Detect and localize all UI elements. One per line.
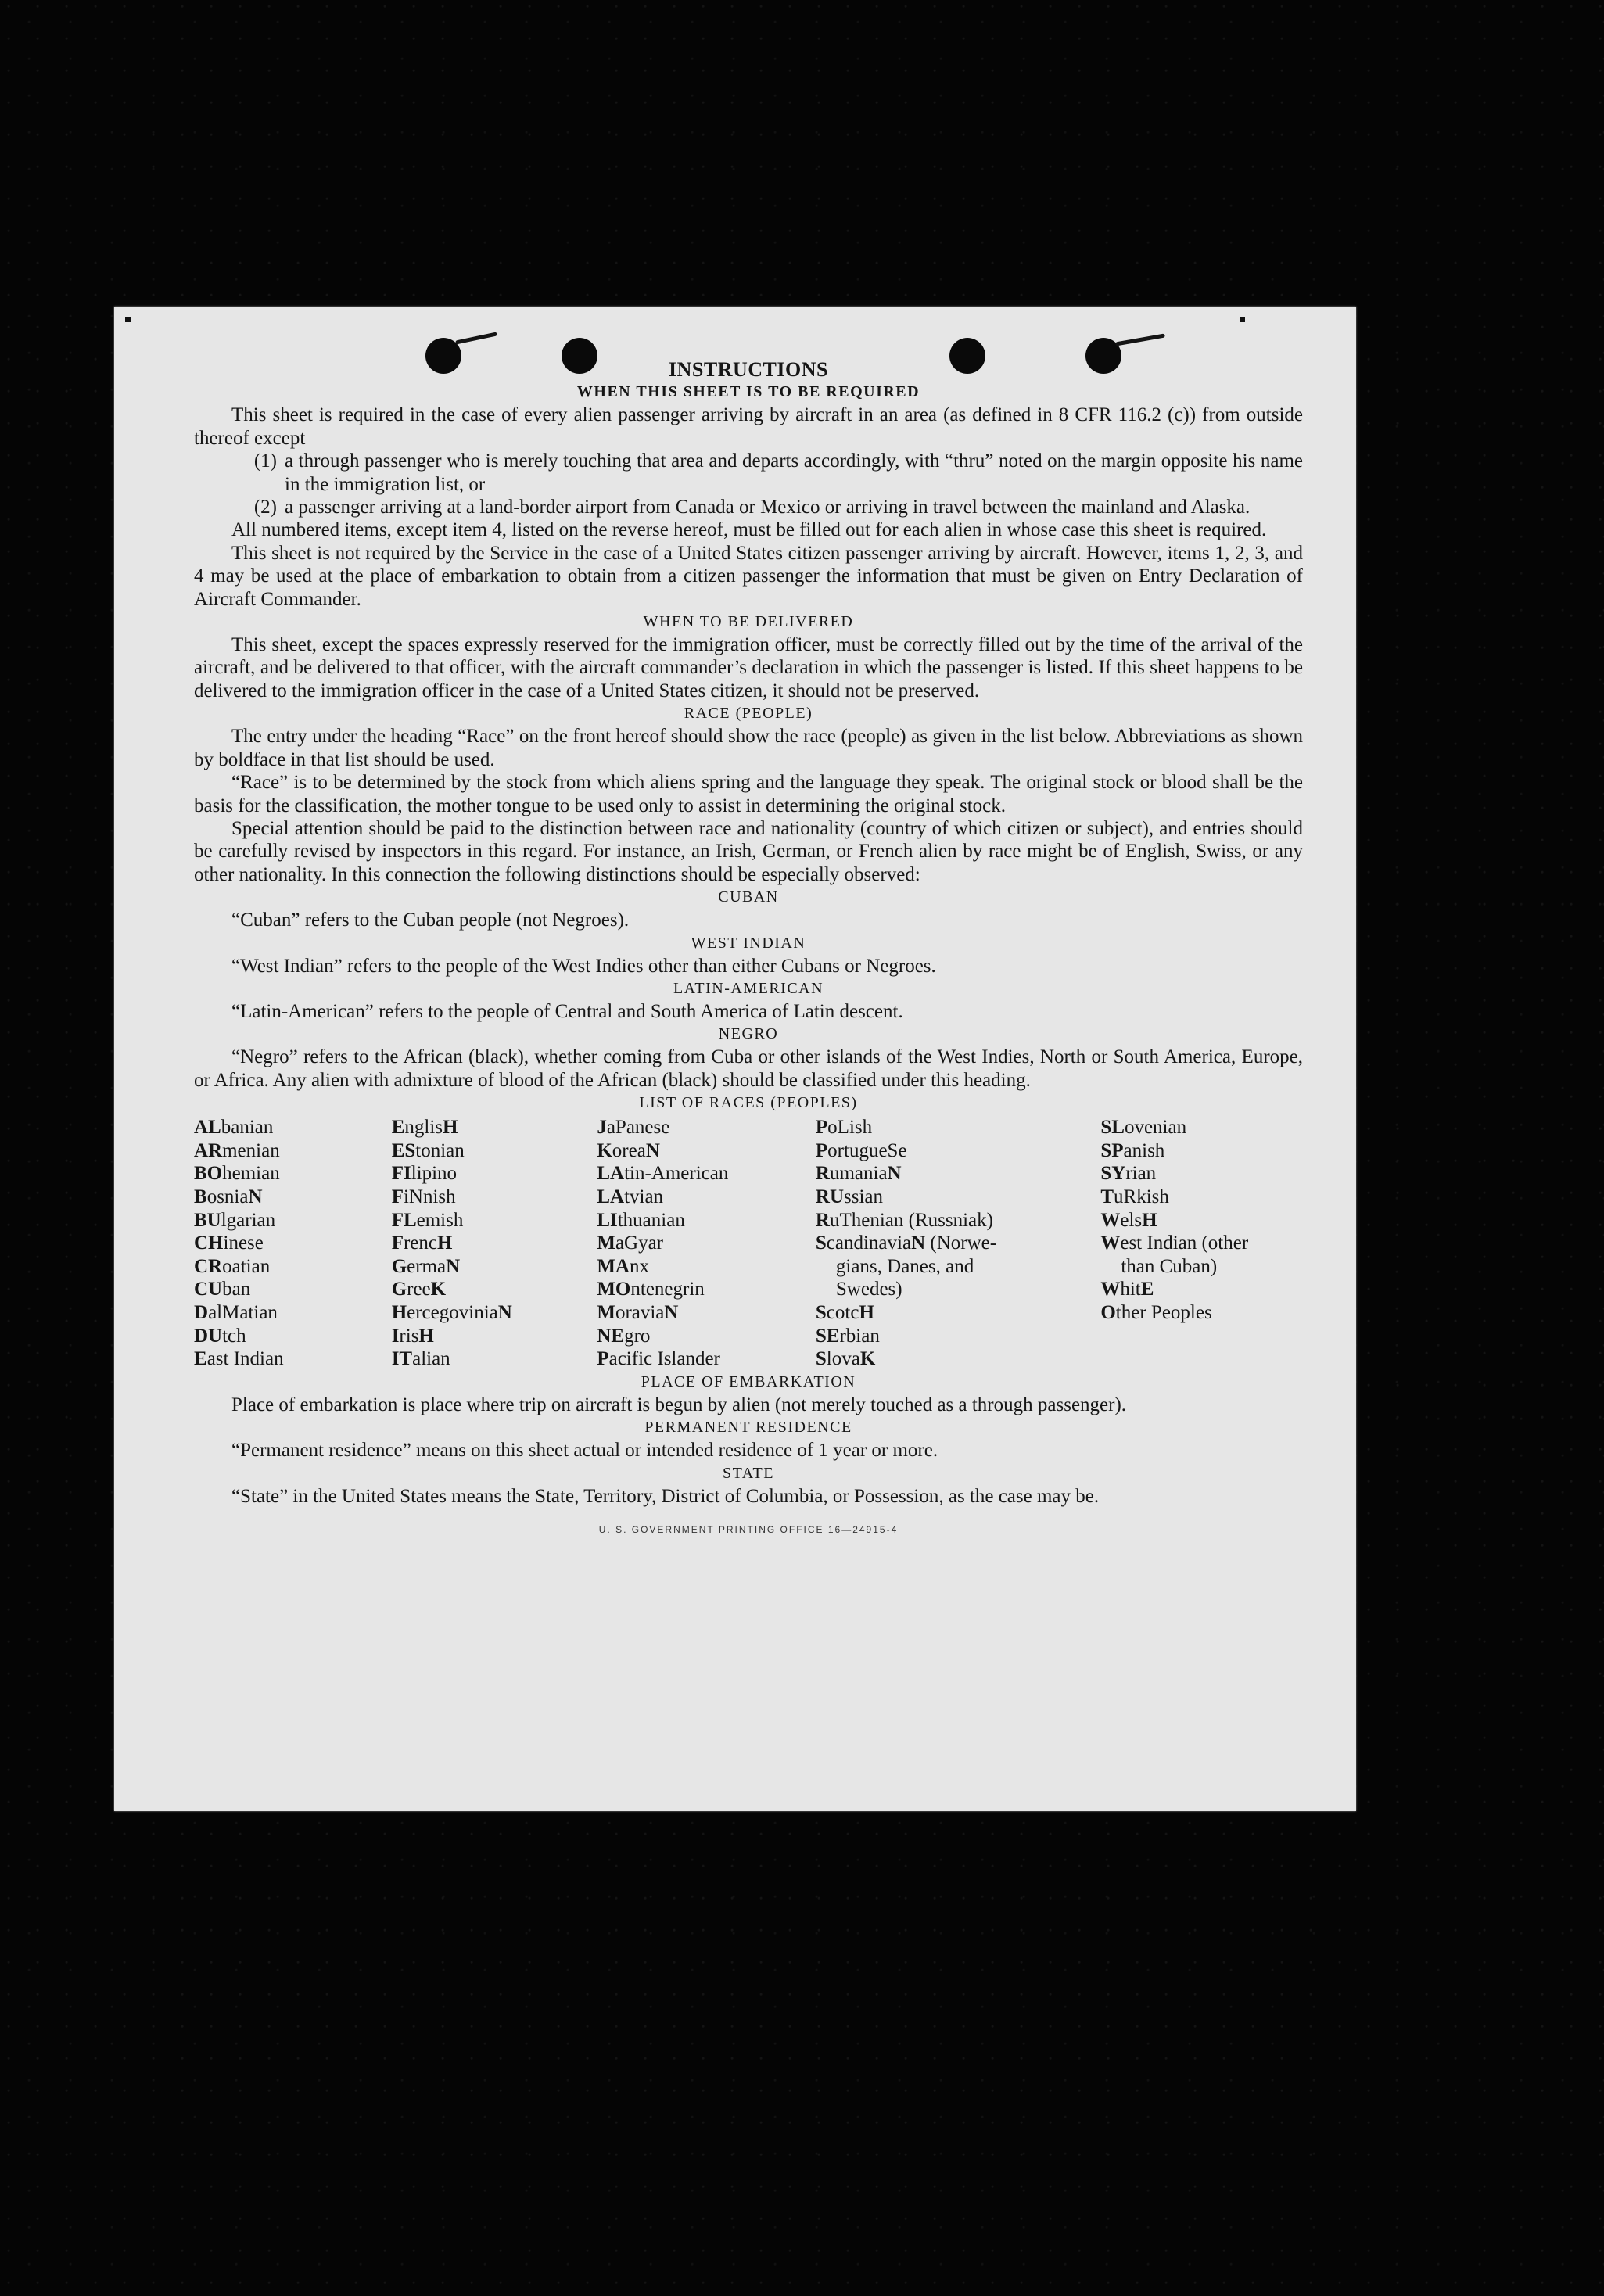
race-entry: Other Peoples xyxy=(1100,1301,1212,1323)
race-entry: CRoatian xyxy=(194,1255,271,1277)
race-entry: MOntenegrin xyxy=(597,1279,705,1300)
race-entry: MaGyar xyxy=(597,1232,664,1254)
numbered-items-paragraph: All numbered items, except item 4, listed on the reverse hereof, must be filled out for each alien in whose case this sheet is required. xyxy=(231,519,1267,541)
cuban-text: “Cuban” refers to the Cuban people (not Negroes). xyxy=(231,909,630,931)
exception-text: a through passenger who is merely touching that area and departs accordingly, with “thru” noted on the margin opposite his name in the immigration list, or xyxy=(285,450,1303,495)
exception-number: (1) xyxy=(253,450,277,472)
race-entry: DUtch xyxy=(194,1325,246,1347)
race-entry: FiNnish xyxy=(391,1186,456,1207)
race-paragraph-1: The entry under the heading “Race” on the front hereof should show the race (people) as given in the list below. Abbreviations as shown by boldface in that list should be used. xyxy=(194,726,1303,770)
race-entry: TuRkish xyxy=(1100,1186,1169,1207)
race-entry: EStonian xyxy=(391,1139,465,1161)
race-entry: Pacific Islander xyxy=(597,1348,720,1370)
race-entry: MoraviaN xyxy=(597,1301,679,1323)
negro-text: “Negro” refers to the African (black), whether coming from Cuba or other islands of the West Indies, North or South America, Europe, or Africa. Any alien with admixture of blood of the African (black) should be classified under this heading. xyxy=(194,1046,1303,1091)
race-entry: NEgro xyxy=(597,1325,651,1347)
race-entry: SYrian xyxy=(1100,1163,1157,1185)
citizen-paragraph: This sheet is not required by the Service in the case of a United States citizen passenger arriving by aircraft. However, items 1, 2, 3, and 4 may be used at the place of embarkation to obtain from a citizen passenger the information that must be given on Entry Declaration of Aircraft Commander. xyxy=(194,542,1303,610)
race-entry: FLemish xyxy=(391,1209,464,1231)
exception-number: (2) xyxy=(253,497,277,518)
races-list xyxy=(194,1116,1303,1371)
instructions-body xyxy=(194,358,1303,1541)
races-column-3 xyxy=(597,1116,816,1371)
race-entry: KoreaN xyxy=(597,1139,660,1161)
race-entry: GermaN xyxy=(391,1255,461,1277)
instructions-title: INSTRUCTIONS xyxy=(669,358,828,381)
race-entry-continued: Swedes) xyxy=(835,1279,902,1300)
race-paragraph-3: Special attention should be paid to the distinction between race and nationality (country of which citizen or subject), and entries should be carefully revised by inspectors in this regard. For instance, an Irish, German, or French alien by race might be of English, Swiss, or any other nationality. In this connection the following distinctions should be especially observed: xyxy=(194,817,1303,885)
race-entry: BOhemian xyxy=(194,1163,280,1185)
hole-tear-4 xyxy=(1115,333,1165,346)
hole-tear-1 xyxy=(455,332,497,344)
race-heading: RACE (PEOPLE) xyxy=(684,705,813,723)
race-entry: SLovenian xyxy=(1100,1117,1187,1139)
race-entry: BosniaN xyxy=(194,1186,263,1207)
west-indian-heading: WEST INDIAN xyxy=(691,934,806,952)
race-entry-continued: gians, Danes, and xyxy=(835,1255,974,1277)
exception-item-2 xyxy=(194,496,1303,518)
cuban-heading: CUBAN xyxy=(718,888,779,906)
race-entry: PortugueSe xyxy=(815,1139,907,1161)
race-entry: RuThenian (Russniak) xyxy=(815,1209,993,1231)
race-entry: LAtin-American xyxy=(597,1163,729,1185)
edge-mark-2 xyxy=(1240,317,1245,322)
race-entry: EnglisH xyxy=(391,1117,458,1139)
race-entry: HercegoviniaN xyxy=(391,1301,512,1323)
races-column-5 xyxy=(1100,1116,1303,1371)
edge-mark-1 xyxy=(125,317,131,322)
races-column-1 xyxy=(194,1116,392,1371)
exception-item-1 xyxy=(194,450,1303,496)
when-delivered-heading: WHEN TO BE DELIVERED xyxy=(643,613,854,631)
latin-american-heading: LATIN-AMERICAN xyxy=(673,979,824,997)
race-entry: ScandinaviaN (Norwe- xyxy=(815,1232,997,1254)
instruction-sheet xyxy=(114,307,1356,1811)
race-entry: IrisH xyxy=(391,1325,434,1347)
race-entry: BUlgarian xyxy=(194,1209,276,1231)
race-entry: RumaniaN xyxy=(815,1163,902,1185)
race-entry: SlovaK xyxy=(815,1348,876,1370)
latin-american-text: “Latin-American” refers to the people of Central and South America of Latin descent. xyxy=(231,1000,903,1022)
race-entry: ALbanian xyxy=(194,1117,274,1139)
races-column-4 xyxy=(816,1116,1100,1371)
west-indian-text: “West Indian” refers to the people of the West Indies other than either Cubans or Negroes. xyxy=(231,955,936,977)
race-entry: SPanish xyxy=(1100,1139,1165,1161)
race-entry: CHinese xyxy=(194,1232,264,1254)
race-entry: WhitE xyxy=(1100,1279,1154,1300)
race-entry: LIthuanian xyxy=(597,1209,685,1231)
race-entry: East Indian xyxy=(194,1348,284,1370)
race-paragraph-2: “Race” is to be determined by the stock from which aliens spring and the language they speak. The original stock or blood shall be the basis for the classification, the mother tongue to be used only to assist in determining the original stock. xyxy=(194,772,1303,816)
residence-text: “Permanent residence” means on this sheet actual or intended residence of 1 year or more. xyxy=(231,1440,938,1462)
race-entry-continued: than Cuban) xyxy=(1121,1255,1218,1277)
when-required-heading: WHEN THIS SHEET IS TO BE REQUIRED xyxy=(576,383,920,401)
race-entry: FIlipino xyxy=(391,1163,458,1185)
state-text: “State” in the United States means the State, Territory, District of Columbia, or Possession, as the case may be. xyxy=(231,1485,1100,1507)
race-entry: RUssian xyxy=(815,1186,883,1207)
race-entry: MAnx xyxy=(597,1255,649,1277)
when-required-intro: This sheet is required in the case of every alien passenger arriving by aircraft in an area (as defined in 8 CFR 116.2 (c)) from outside thereof except xyxy=(194,404,1303,449)
race-entry: DalMatian xyxy=(194,1301,278,1323)
race-entry: PoLish xyxy=(815,1117,873,1139)
race-entry: ITalian xyxy=(391,1348,450,1370)
residence-heading: PERMANENT RESIDENCE xyxy=(644,1419,852,1437)
race-entry: ScotcH xyxy=(815,1301,874,1323)
embarkation-heading: PLACE OF EMBARKATION xyxy=(641,1372,856,1390)
race-entry: SErbian xyxy=(815,1325,880,1347)
list-of-races-heading: LIST OF RACES (PEOPLES) xyxy=(639,1094,858,1112)
race-entry: JaPanese xyxy=(597,1117,670,1139)
race-entry: GreeK xyxy=(391,1279,447,1300)
race-entry: WelsH xyxy=(1100,1209,1157,1231)
race-entry: FrencH xyxy=(391,1232,453,1254)
race-entry: LAtvian xyxy=(597,1186,664,1207)
race-entry: West Indian (other xyxy=(1100,1232,1249,1254)
negro-heading: NEGRO xyxy=(718,1025,779,1043)
state-heading: STATE xyxy=(723,1464,774,1482)
exception-text: a passenger arriving at a land-border airport from Canada or Mexico or arriving in travel between the mainland and Alaska. xyxy=(285,497,1251,518)
embarkation-text: Place of embarkation is place where trip on aircraft is begun by alien (not merely touched as a through passenger). xyxy=(231,1394,1127,1415)
race-entry: ARmenian xyxy=(194,1139,280,1161)
when-delivered-text: This sheet, except the spaces expressly reserved for the immigration officer, must be correctly filled out by the time of the arrival of the aircraft, and be delivered to that officer, with the aircraft commander’s declaration in which the passenger is listed. If this sheet happens to be delivered to the immigration officer in the case of a United States citizen, it should not be preserved. xyxy=(194,634,1303,701)
race-entry: CUban xyxy=(194,1279,251,1300)
races-column-2 xyxy=(392,1116,597,1371)
printing-office-imprint: U. S. GOVERNMENT PRINTING OFFICE 16—24915-4 xyxy=(598,1523,899,1535)
